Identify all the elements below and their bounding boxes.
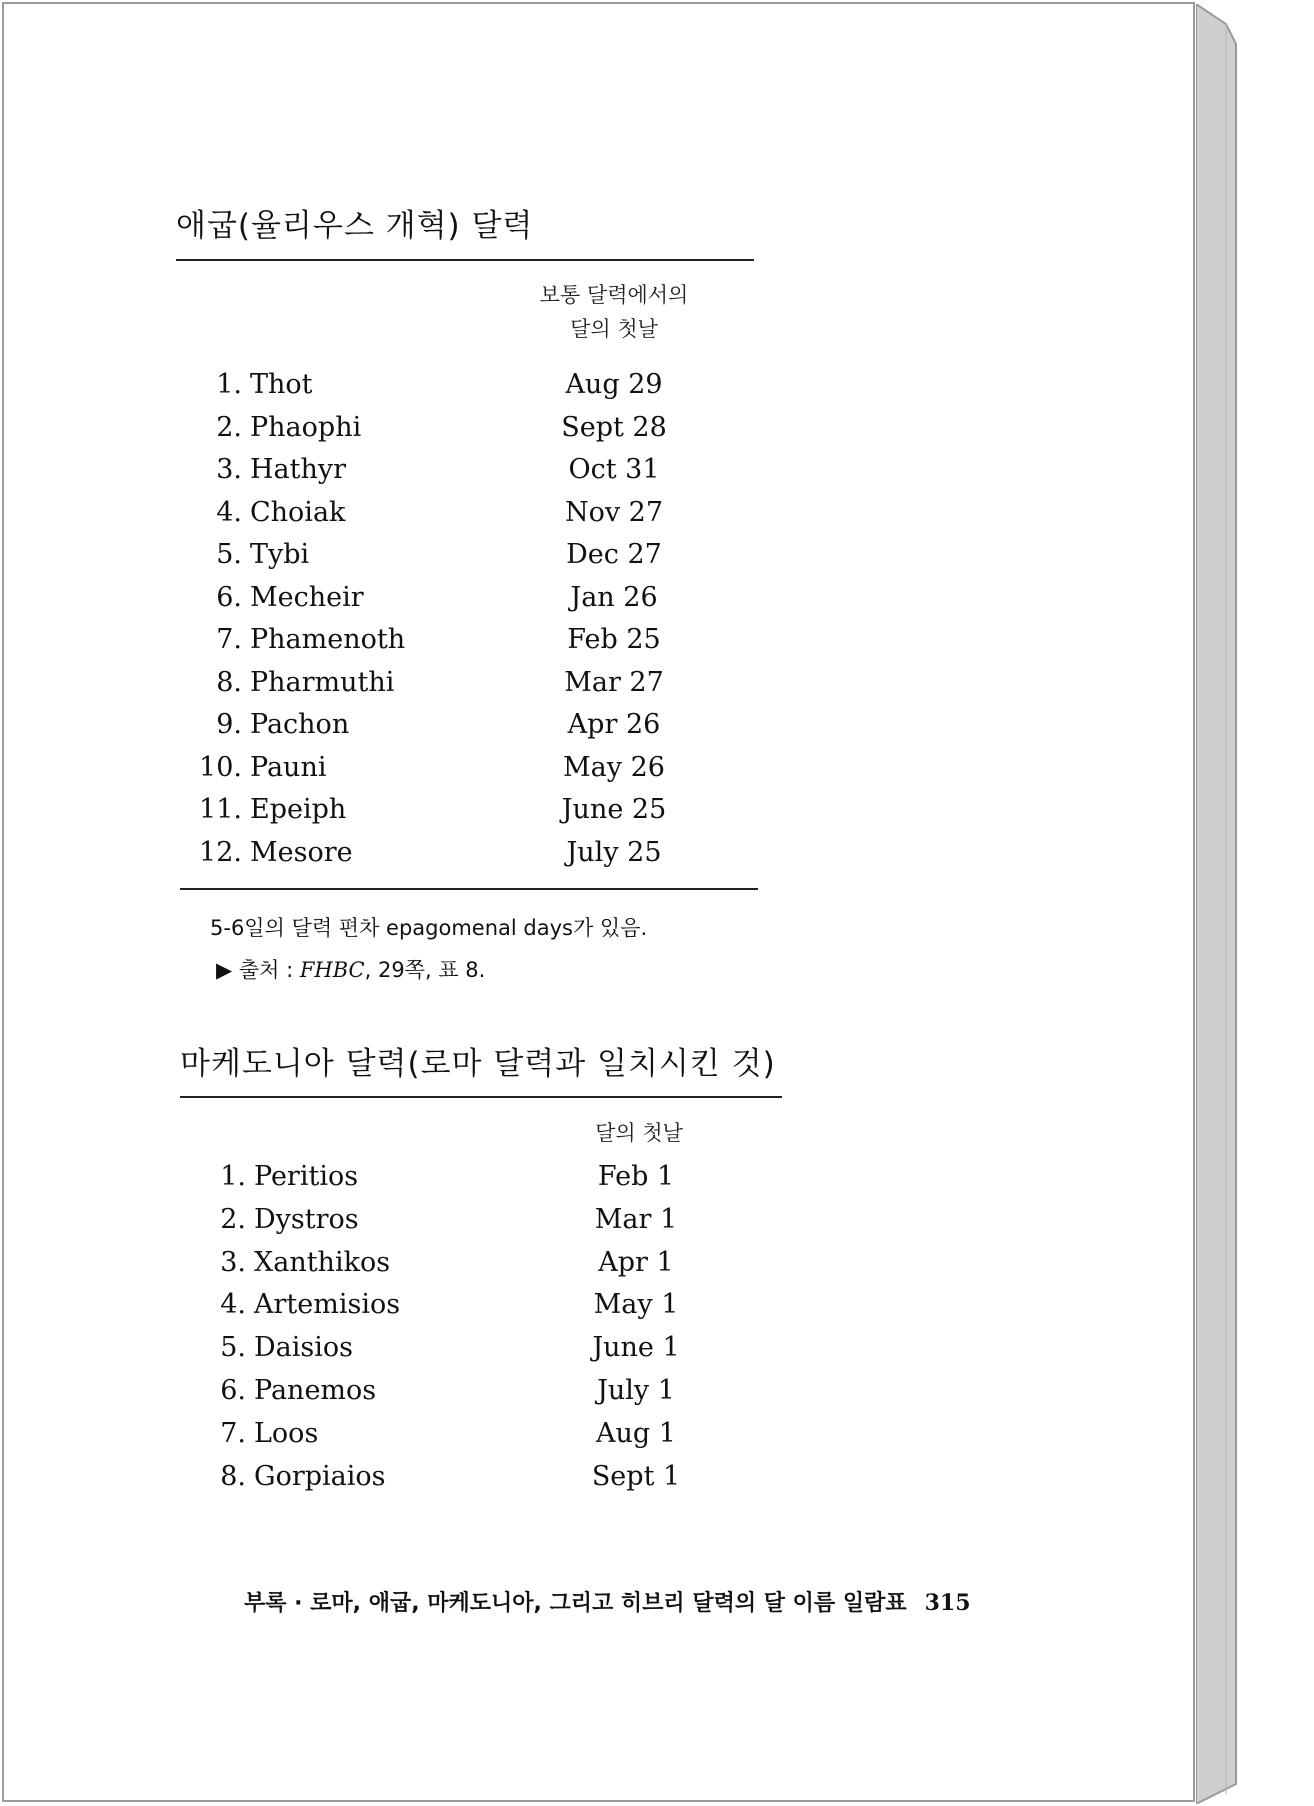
month-first-day: Nov 27 [564,496,664,528]
month-number: 11. [199,794,242,825]
macedonia-calendar-title: 마케도니아 달력(로마 달력과 일치시킨 것) [180,1046,776,1082]
macedonia-month-row [190,1157,750,1197]
month-number: 1. [216,369,242,400]
month-name: Gorpiaios [254,1460,386,1492]
month-number: 7. [220,1417,246,1449]
macedonia-month-row [190,1328,750,1368]
month-number: 12. [199,836,242,868]
month-number: 1. [220,1161,246,1192]
month-number: 2. [220,1203,246,1235]
egypt-source [216,954,485,984]
month-number: 8. [220,1460,246,1492]
source-name: FHBC [299,958,365,982]
egypt-month-row [186,620,746,660]
month-number: 4. [220,1289,246,1321]
macedonia-month-row [190,1200,750,1240]
month-name: Thot [250,369,313,400]
month-number: 2. [216,411,242,443]
month-number: 6. [216,581,242,613]
source-prefix: ▶ 출처 : [216,958,300,982]
month-name: Pharmuthi [250,666,395,698]
month-first-day: Feb 25 [567,624,661,655]
egypt-column-header [504,278,724,346]
macedonia-month-row [190,1414,750,1454]
month-number: 9. [216,709,242,740]
month-first-day: Apr 26 [567,709,661,740]
macedonia-month-row [190,1457,750,1497]
month-name: Phaophi [250,411,362,443]
page-number: 315 [924,1590,971,1616]
egypt-month-row [186,748,746,788]
month-number: 4. [216,496,242,528]
month-name: Artemisios [254,1289,401,1321]
month-number: 10. [199,751,242,783]
egypt-note: 5-6일의 달력 편차 epagomenal days가 있음. [210,916,648,940]
month-name: Choiak [250,496,346,528]
egypt-month-row [186,450,746,490]
egypt-bottom-rule [180,888,758,890]
egypt-top-rule [176,259,754,261]
footer-text: 부록 · 로마, 애굽, 마케도니아, 그리고 히브리 달력의 달 이름 일람표 [244,1591,907,1616]
month-first-day: July 25 [566,836,662,868]
month-name: Peritios [254,1161,359,1192]
month-first-day: Dec 27 [566,539,662,570]
egypt-column-header-line2: 달의 첫날 [570,317,658,341]
source-rest: , 29쪽, 표 8. [364,958,486,982]
egypt-month-row [186,578,746,618]
month-name: Phamenoth [250,624,406,655]
egypt-column-header-line1: 보통 달력에서의 [539,283,689,307]
egypt-month-row [186,705,746,745]
month-name: Loos [254,1417,319,1449]
month-name: Xanthikos [254,1246,391,1278]
month-first-day: May 26 [563,751,665,783]
month-number: 5. [220,1332,246,1364]
month-first-day: Sept 28 [561,411,667,443]
month-first-day: Sept 1 [591,1460,681,1492]
month-name: Dystros [254,1203,359,1235]
month-first-day: June 25 [561,794,667,825]
egypt-calendar-title: 애굽(율리우스 개혁) 달력 [176,208,534,244]
month-first-day: Mar 27 [564,666,664,698]
egypt-month-row [186,535,746,575]
month-number: 7. [216,624,242,655]
month-first-day: May 1 [593,1289,679,1321]
month-first-day: Jan 26 [570,581,658,613]
month-name: Mecheir [250,581,364,613]
book-spine-edge [1196,4,1240,1804]
page-footer [244,1586,971,1617]
month-name: Epeiph [250,794,347,825]
month-first-day: Feb 1 [597,1161,675,1192]
book-page [2,2,1195,1802]
month-first-day: Oct 31 [568,454,660,485]
month-name: Pauni [250,751,327,783]
macedonia-month-row [190,1243,750,1283]
month-name: Mesore [250,836,353,868]
month-first-day: Apr 1 [598,1246,674,1278]
month-first-day: Aug 1 [596,1417,676,1449]
month-name: Tybi [250,539,310,570]
month-name: Hathyr [250,454,347,485]
month-first-day: July 1 [597,1375,675,1406]
month-number: 3. [216,454,242,485]
egypt-month-row [186,833,746,873]
macedonia-column-header: 달의 첫날 [595,1121,683,1145]
month-first-day: June 1 [592,1332,680,1364]
month-number: 8. [216,666,242,698]
month-first-day: Aug 29 [565,369,663,400]
macedonia-top-rule [180,1096,782,1098]
month-name: Panemos [254,1375,377,1406]
month-number: 6. [220,1375,246,1406]
month-first-day: Mar 1 [594,1203,678,1235]
month-number: 5. [216,539,242,570]
macedonia-month-row [190,1285,750,1325]
egypt-month-row [186,365,746,405]
egypt-month-row [186,493,746,533]
month-name: Daisios [254,1332,353,1364]
egypt-month-row [186,408,746,448]
month-number: 3. [220,1246,246,1278]
macedonia-month-row [190,1371,750,1411]
egypt-month-row [186,790,746,830]
month-name: Pachon [250,709,350,740]
egypt-month-row [186,663,746,703]
